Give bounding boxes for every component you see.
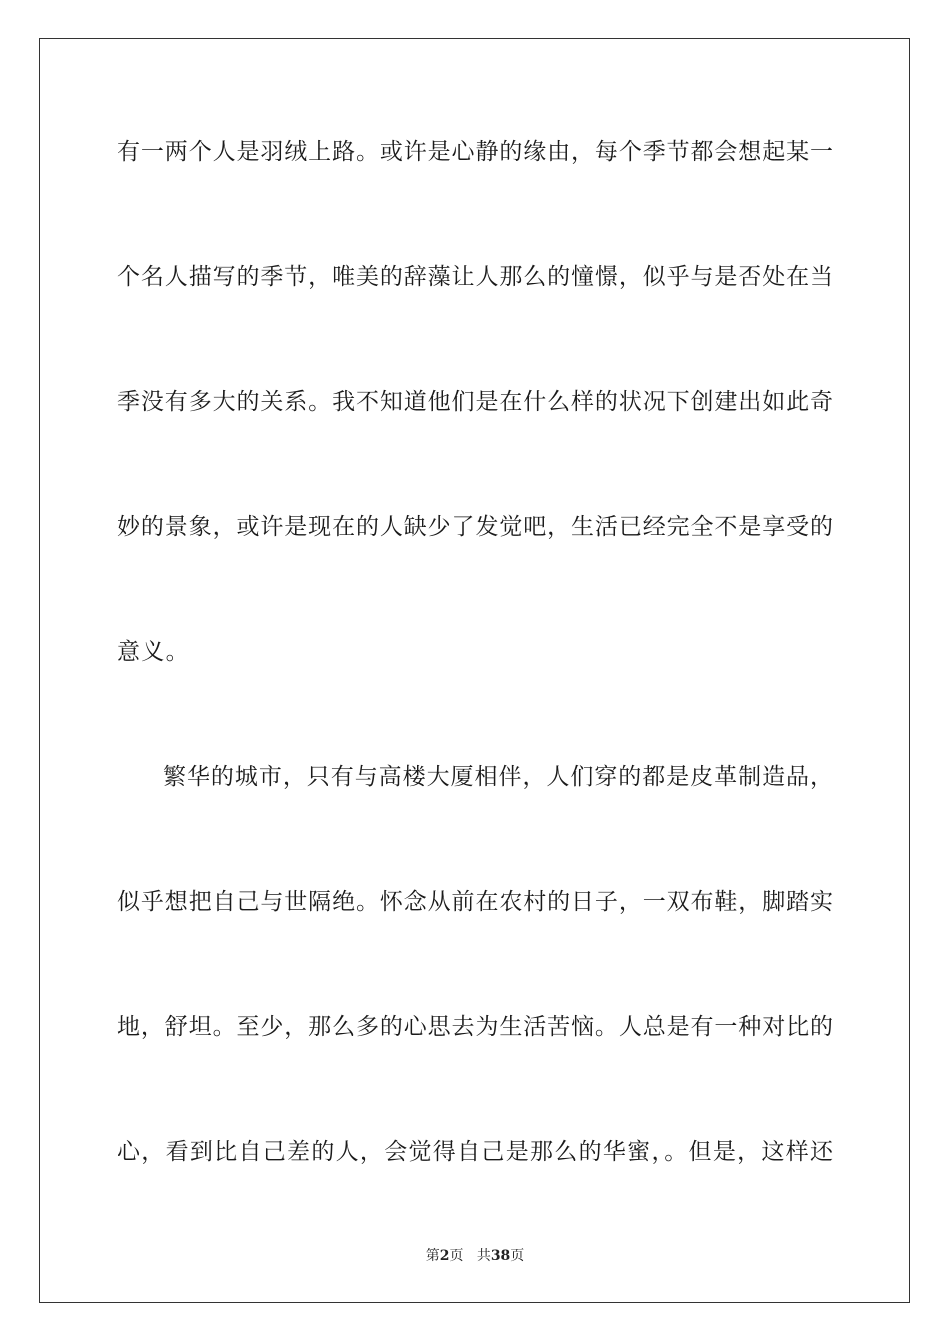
total-pages: 38 [490, 1248, 511, 1264]
page-unit: 页 [449, 1248, 464, 1264]
body-text-line: 意义。 [117, 639, 190, 665]
total-unit: 页 [510, 1248, 525, 1264]
body-text-line: 有一两个人是羽绒上路。或许是心静的缘由，每个季节都会想起某一 [117, 139, 833, 165]
paragraph-first-line: 繁华的城市，只有与高楼大厦相伴，人们穿的都是皮革制造品， [163, 764, 833, 790]
page-footer [0, 1246, 950, 1266]
page-prefix: 第 [425, 1248, 440, 1264]
page-border [39, 38, 910, 1303]
body-text-line: 个名人描写的季节，唯美的辞藻让人那么的憧憬，似乎与是否处在当 [117, 264, 833, 290]
body-text-line: 地，舒坦。至少，那么多的心思去为生活苦恼。人总是有一种对比的 [117, 1014, 833, 1040]
body-text-line: 心，看到比自己差的人，会觉得自己是那么的华蜜，。但是，这样还 [117, 1139, 833, 1165]
total-prefix: 共 [476, 1248, 491, 1264]
body-text-line: 季没有多大的关系。我不知道他们是在什么样的状况下创建出如此奇 [117, 389, 833, 415]
body-text-line: 妙的景象，或许是现在的人缺少了发觉吧，生活已经完全不是享受的 [117, 514, 833, 540]
body-text-line: 似乎想把自己与世隔绝。怀念从前在农村的日子，一双布鞋，脚踏实 [117, 889, 833, 915]
page-number: 2 [439, 1248, 450, 1264]
